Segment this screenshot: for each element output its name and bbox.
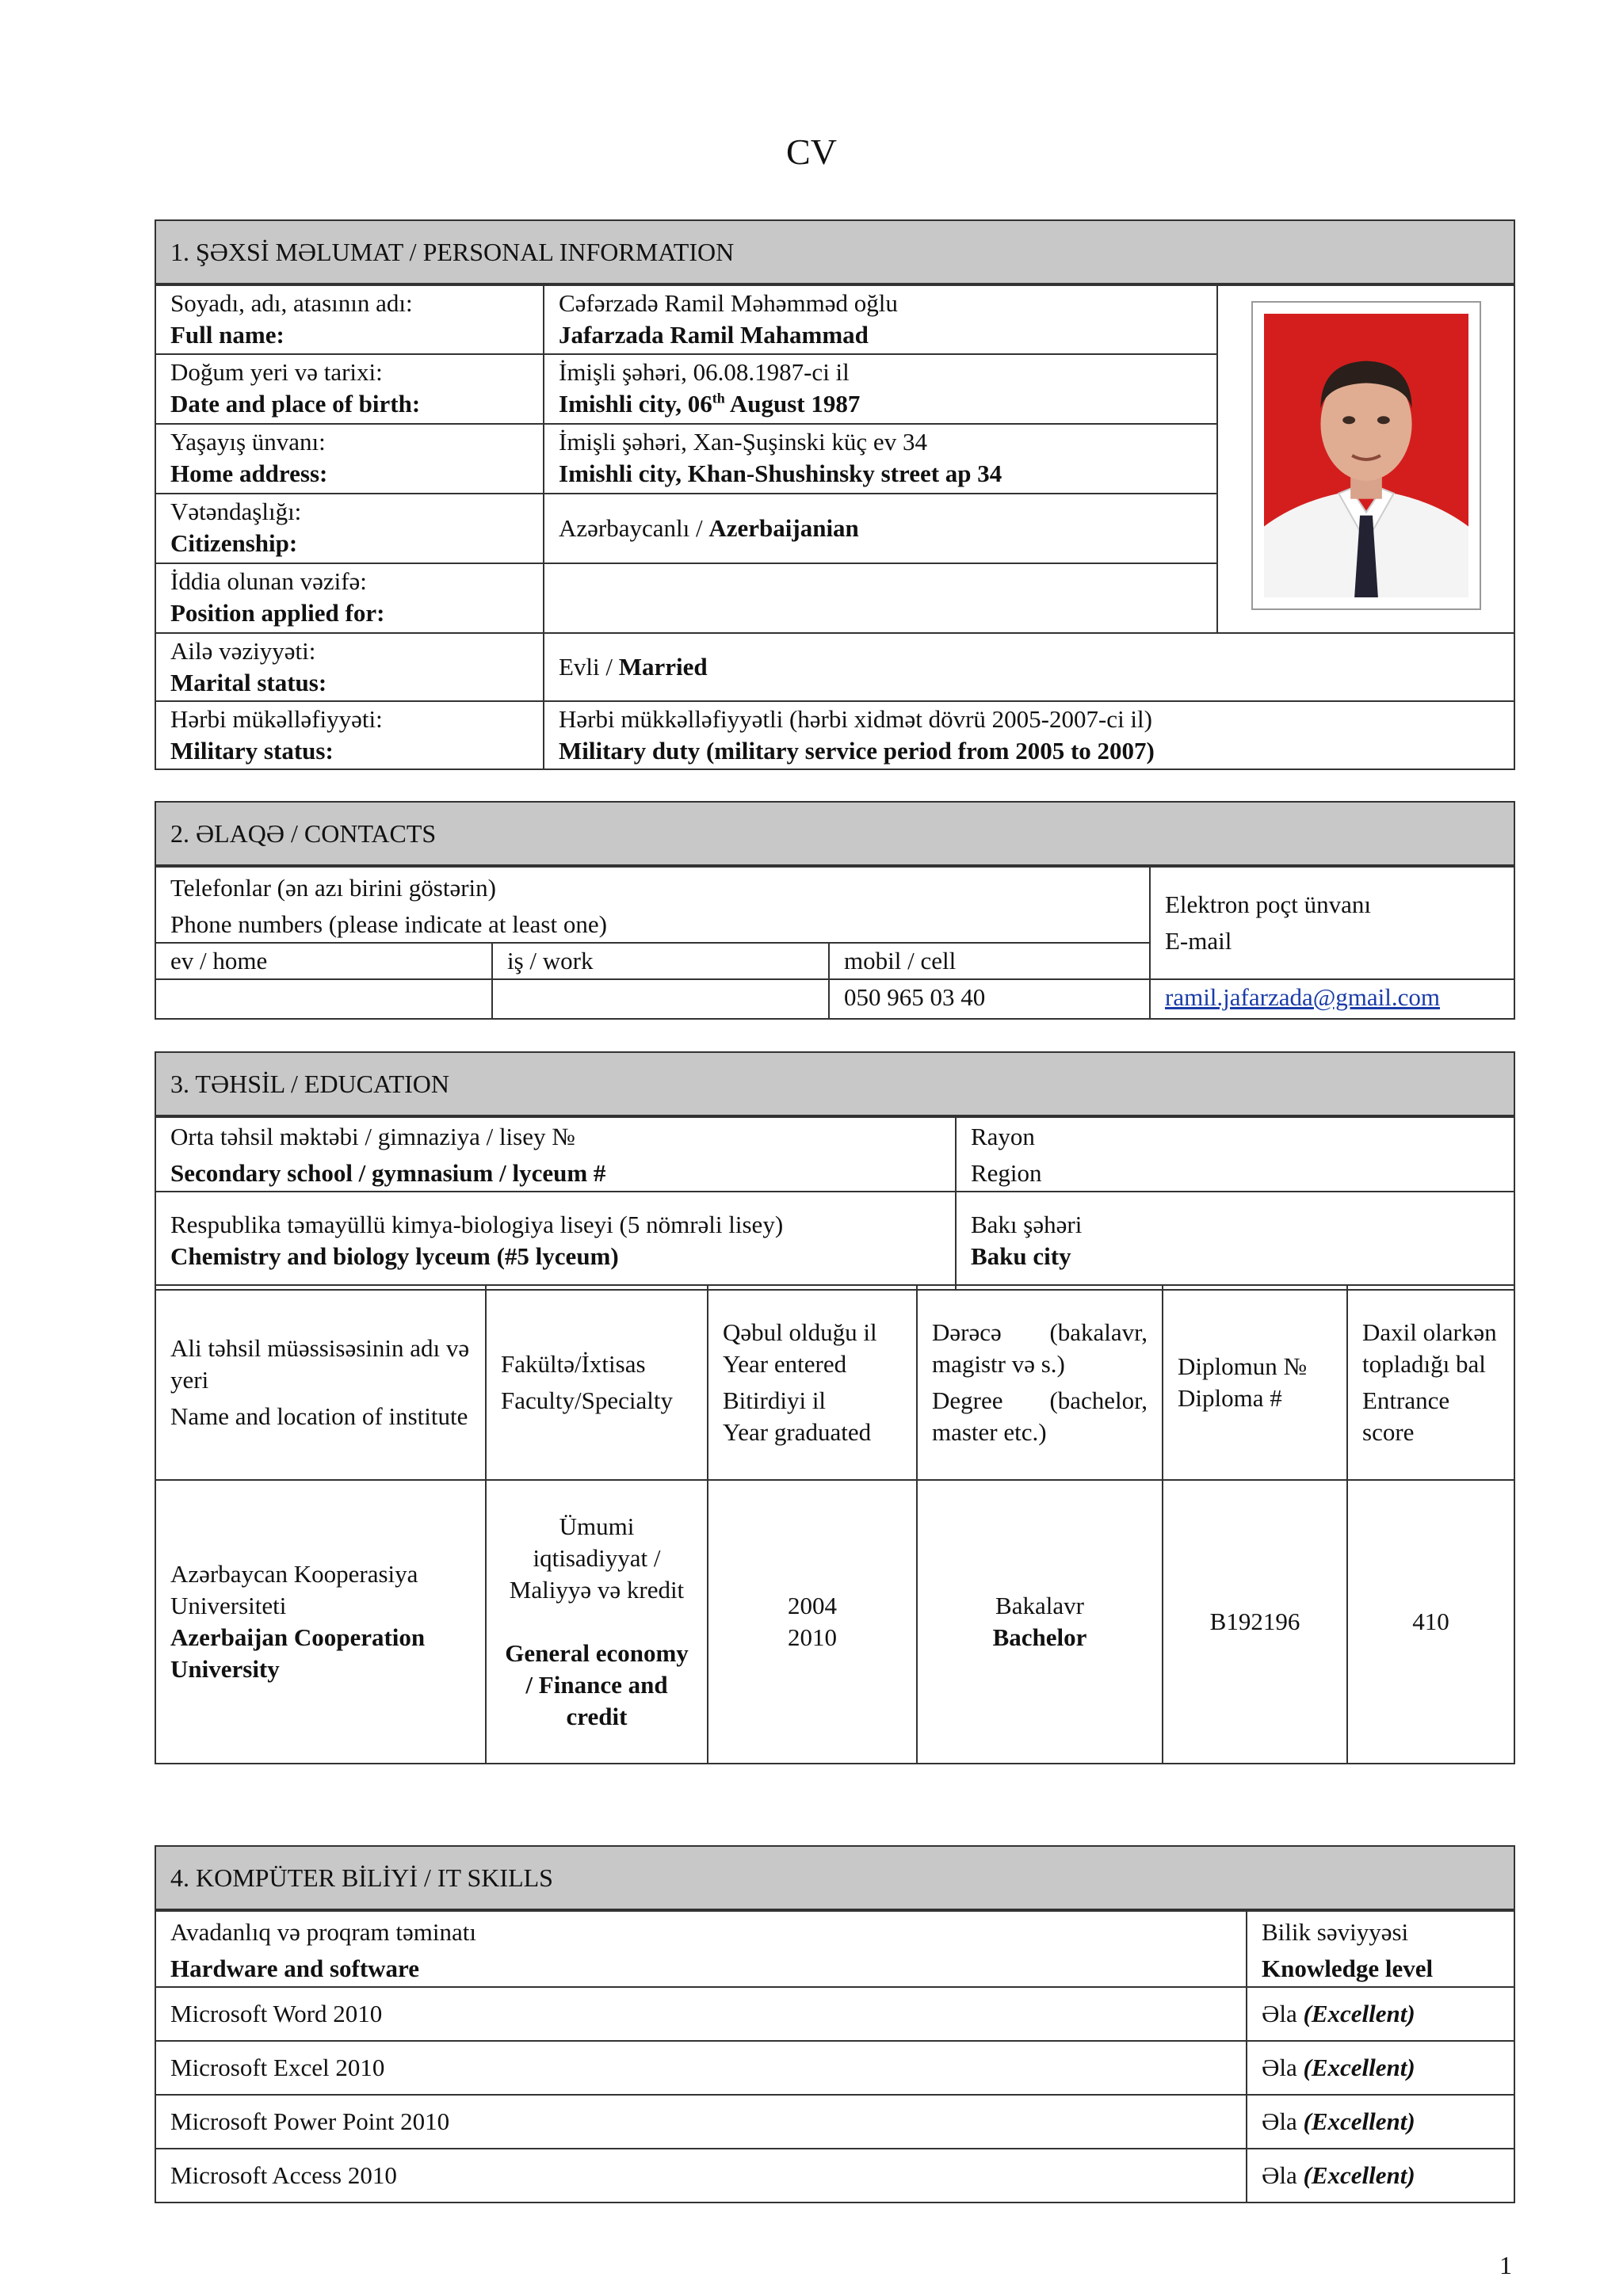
mobile-phone-value: 050 965 03 40 xyxy=(829,979,1150,1019)
email-value xyxy=(1150,979,1514,1019)
skill-level: Əla (Excellent) xyxy=(1247,2149,1514,2203)
skill-level: Əla (Excellent) xyxy=(1247,1987,1514,2041)
full-name-label: Soyadı, adı, atasının adı: Full name: xyxy=(155,284,544,354)
score-value: 410 xyxy=(1347,1480,1514,1764)
school-value: Respublika təmayüllü kimya-biologiya liseyi (5 nömrəli lisey) Chemistry and biology lyceum (#5 lyceum) xyxy=(155,1192,956,1290)
university-name: Azərbaycan Kooperasiya Universiteti Azerbaijan Cooperation University xyxy=(155,1480,486,1764)
skill-name: Microsoft Excel 2010 xyxy=(155,2041,1247,2095)
home-phone-value xyxy=(155,979,492,1019)
applicant-photo xyxy=(1251,301,1481,610)
diploma-value: B192196 xyxy=(1163,1480,1347,1764)
email-label: Elektron poçt ünvanı E-mail xyxy=(1150,866,1514,979)
education-header: 3. TƏHSİL / EDUCATION xyxy=(155,1052,1514,1116)
military-value: Hərbi mükkəlləfiyyətli (hərbi xidmət dövrü 2005-2007-ci il) Military duty (military service period from 2005 to 2007) xyxy=(544,701,1514,769)
citizenship-label: Vətəndaşlığı: Citizenship: xyxy=(155,494,544,563)
address-value: İmişli şəhəri, Xan-Şuşinski küç ev 34 Imishli city, Khan-Shushinsky street ap 34 xyxy=(544,424,1217,494)
degree-value: Bakalavr Bachelor xyxy=(917,1480,1163,1764)
personal-info-table xyxy=(155,219,1515,770)
it-skills-table xyxy=(155,1845,1515,2203)
region-label: Rayon Region xyxy=(956,1116,1514,1192)
mobile-phone-label: mobil / cell xyxy=(829,943,1150,979)
military-label: Hərbi mükəlləfiyyəti: Military status: xyxy=(155,701,544,769)
contacts-table xyxy=(155,801,1515,1020)
work-phone-label: iş / work xyxy=(492,943,829,979)
education-university-table xyxy=(155,1284,1515,1764)
skill-level: Əla (Excellent) xyxy=(1247,2095,1514,2149)
phones-label: Telefonlar (ən azı birini göstərin) Phone numbers (please indicate at least one) xyxy=(155,866,1150,943)
col-faculty: Fakültə/İxtisas Faculty/Specialty xyxy=(486,1285,708,1480)
skill-name: Microsoft Power Point 2010 xyxy=(155,2095,1247,2149)
hw-label: Avadanlıq və proqram təminatı Hardware and software xyxy=(155,1910,1247,1987)
work-phone-value xyxy=(492,979,829,1019)
email-link[interactable]: ramil.jafarzada@gmail.com xyxy=(1165,983,1440,1011)
skill-name: Microsoft Word 2010 xyxy=(155,1987,1247,2041)
birth-label: Doğum yeri və tarixi: Date and place of birth: xyxy=(155,354,544,424)
col-score: Daxil olarkən topladığı bal Entrance score xyxy=(1347,1285,1514,1480)
col-institute: Ali təhsil müəssisəsinin adı və yeri Name and location of institute xyxy=(155,1285,486,1480)
col-years: Qəbul olduğu il Year entered Bitirdiyi il Year graduated xyxy=(708,1285,917,1480)
birth-value: İmişli şəhəri, 06.08.1987-ci il Imishli city, 06th August 1987 xyxy=(544,354,1217,424)
photo-cell xyxy=(1217,284,1514,633)
marital-value: Evli / Married xyxy=(544,633,1514,701)
position-value xyxy=(544,563,1217,633)
citizenship-value: Azərbaycanlı / Azerbaijanian xyxy=(544,494,1217,563)
position-label: İddia olunan vəzifə: Position applied for: xyxy=(155,563,544,633)
skill-name: Microsoft Access 2010 xyxy=(155,2149,1247,2203)
full-name-value: Cəfərzadə Ramil Məhəmməd oğlu Jafarzada Ramil Mahammad xyxy=(544,284,1217,354)
personal-info-header: 1. ŞƏXSİ MƏLUMAT / PERSONAL INFORMATION xyxy=(155,220,1514,284)
years-value: 2004 2010 xyxy=(708,1480,917,1764)
address-label: Yaşayış ünvanı: Home address: xyxy=(155,424,544,494)
school-label: Orta təhsil məktəbi / gimnaziya / lisey № Secondary school / gymnasium / lyceum # xyxy=(155,1116,956,1192)
col-diploma: Diplomun № Diploma # xyxy=(1163,1285,1347,1480)
level-label: Bilik səviyyəsi Knowledge level xyxy=(1247,1910,1514,1987)
marital-label: Ailə vəziyyəti: Marital status: xyxy=(155,633,544,701)
skill-level: Əla (Excellent) xyxy=(1247,2041,1514,2095)
contacts-header: 2. ƏLAQƏ / CONTACTS xyxy=(155,802,1514,866)
home-phone-label: ev / home xyxy=(155,943,492,979)
education-school-table xyxy=(155,1051,1515,1291)
region-value: Bakı şəhəri Baku city xyxy=(956,1192,1514,1290)
page-number: 1 xyxy=(1499,2251,1512,2279)
it-skills-header: 4. KOMPÜTER BİLİYİ / IT SKILLS xyxy=(155,1846,1514,1910)
page-title: CV xyxy=(786,132,837,172)
faculty-value: Ümumi iqtisadiyyat / Maliyyə və kredit General economy / Finance and credit xyxy=(486,1480,708,1764)
col-degree: Dərəcə (bakalavr, magistr və s.) Degree (bachelor, master etc.) xyxy=(917,1285,1163,1480)
